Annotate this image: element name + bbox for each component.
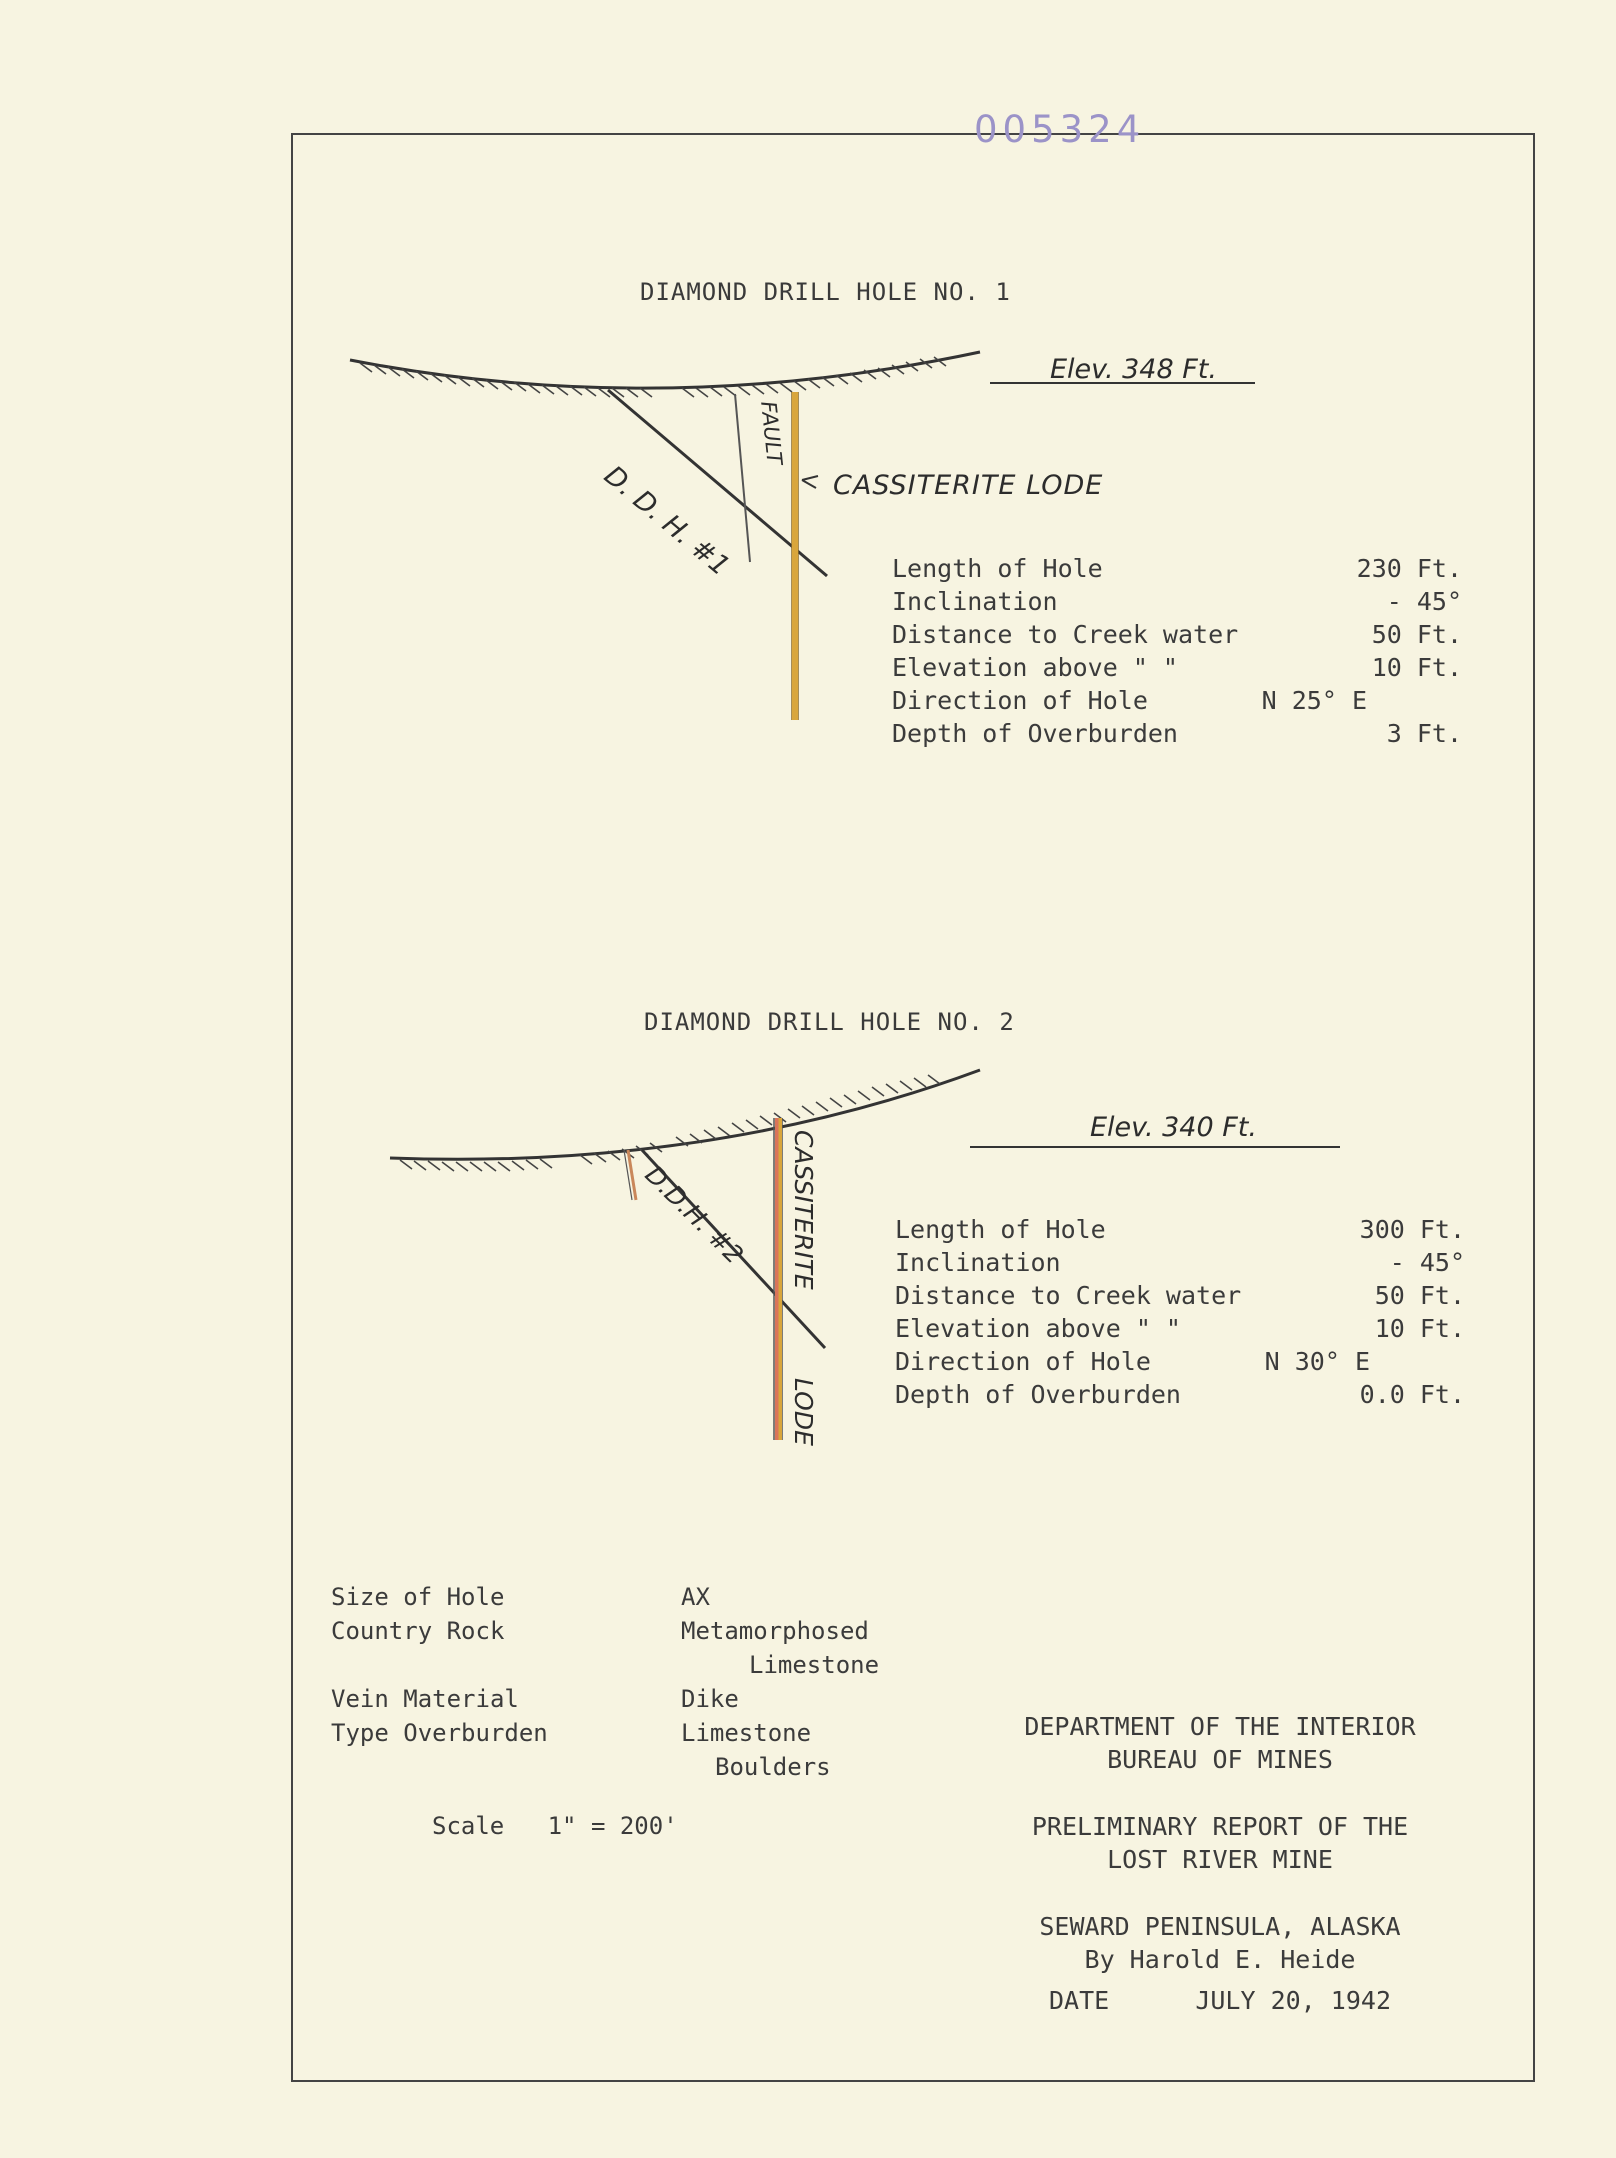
spec-value: N 30° E	[1264, 1347, 1370, 1376]
spec-label: Depth of Overburden	[895, 1380, 1181, 1409]
spec-value: 230 Ft.	[1356, 554, 1462, 583]
fault-line	[735, 394, 750, 562]
spec-value: - 45°	[1389, 1248, 1465, 1277]
spec-row	[892, 618, 1462, 651]
spec-row-country-rock-cont	[331, 1648, 931, 1682]
date-line	[1020, 1984, 1420, 2017]
spec-row	[892, 684, 1462, 717]
spec-row	[892, 651, 1462, 684]
spec-row-country-rock	[331, 1614, 931, 1648]
spec-label: Vein Material	[331, 1685, 519, 1713]
spec-label: Length of Hole	[892, 554, 1103, 583]
spec-value: Limestone	[681, 1719, 812, 1747]
date-label: DATE	[1048, 1986, 1110, 2015]
hole-2-lode-label-cassiterite: CASSITERITE	[789, 1130, 818, 1290]
spec-label: Elevation above " "	[895, 1314, 1181, 1343]
spec-value: 300 Ft.	[1359, 1215, 1465, 1244]
hole-1-specs	[892, 552, 1462, 750]
spec-value: 50 Ft.	[1374, 1281, 1465, 1310]
report-line-2: LOST RIVER MINE	[1107, 1845, 1333, 1874]
spec-label: Inclination	[892, 587, 1058, 616]
spec-row-size	[331, 1580, 931, 1614]
general-specifications	[331, 1580, 931, 1784]
spec-label: Size of Hole	[331, 1583, 505, 1611]
spec-row	[895, 1279, 1465, 1312]
spec-row	[895, 1246, 1465, 1279]
scale-note: Scale 1" = 200'	[432, 1812, 678, 1840]
spec-label: Distance to Creek water	[895, 1281, 1242, 1310]
date-value: JULY 20, 1942	[1195, 1986, 1391, 2015]
cassiterite-lode-vein	[775, 1118, 779, 1440]
spec-label: Distance to Creek water	[892, 620, 1239, 649]
spec-row-overburden	[331, 1716, 931, 1750]
spec-value: 50 Ft.	[1371, 620, 1462, 649]
spec-label: Inclination	[895, 1248, 1061, 1277]
spec-value: 0.0 Ft.	[1359, 1380, 1465, 1409]
location-line: SEWARD PENINSULA, ALASKA	[1039, 1912, 1401, 1941]
department-line: DEPARTMENT OF THE INTERIOR	[1024, 1712, 1416, 1741]
spec-row	[895, 1345, 1465, 1378]
lode-arrow	[802, 476, 818, 488]
spec-label: Direction of Hole	[892, 686, 1148, 715]
spec-label: Depth of Overburden	[892, 719, 1178, 748]
spec-value: Boulders	[715, 1753, 831, 1781]
ground-hatching	[400, 1075, 940, 1171]
spec-label: Elevation above " "	[892, 653, 1178, 682]
spec-row	[895, 1312, 1465, 1345]
ground-surface-line	[350, 352, 980, 388]
spec-row	[895, 1378, 1465, 1411]
hole-1-drill-label: D. D. H. #1	[598, 460, 736, 583]
spec-label: Direction of Hole	[895, 1347, 1151, 1376]
spec-value: 10 Ft.	[1371, 653, 1462, 682]
spec-row	[892, 717, 1462, 750]
spec-value: AX	[681, 1583, 710, 1611]
spec-label: Length of Hole	[895, 1215, 1106, 1244]
hole-2-specs	[895, 1213, 1465, 1411]
document-number-stamp: 005324	[974, 108, 1146, 151]
ground-hatching	[360, 357, 946, 397]
spec-row-vein	[331, 1682, 931, 1716]
hole-1-lode-label: CASSITERITE LODE	[833, 470, 1104, 501]
ground-surface-line	[390, 1070, 980, 1159]
report-line-1: PRELIMINARY REPORT OF THE	[1031, 1812, 1409, 1841]
spec-value: Limestone	[749, 1651, 880, 1679]
hole-1-title: DIAMOND DRILL HOLE NO. 1	[640, 278, 1011, 306]
hole-1-elevation: Elev. 348 Ft.	[1050, 354, 1217, 385]
spec-row-overburden-cont	[331, 1750, 931, 1784]
hole-2-lode-label-lode: LODE	[789, 1378, 818, 1446]
hole-2-title: DIAMOND DRILL HOLE NO. 2	[644, 1008, 1015, 1036]
hole-2-drill-label: D.D.H. #2	[639, 1160, 750, 1270]
spec-value: 3 Ft.	[1386, 719, 1462, 748]
spec-label: Type Overburden	[331, 1719, 548, 1747]
spec-label: Country Rock	[331, 1617, 505, 1645]
spec-value: - 45°	[1386, 587, 1462, 616]
author-line: By Harold E. Heide	[1084, 1945, 1356, 1974]
spec-row	[892, 585, 1462, 618]
bureau-line: BUREAU OF MINES	[1107, 1745, 1333, 1774]
spec-value: Metamorphosed	[681, 1617, 869, 1645]
spec-value: Dike	[681, 1685, 739, 1713]
spec-value: 10 Ft.	[1374, 1314, 1465, 1343]
spec-value: N 25° E	[1261, 686, 1367, 715]
spec-row	[895, 1213, 1465, 1246]
title-block	[1020, 1710, 1420, 2017]
hole-2-elevation: Elev. 340 Ft.	[1090, 1112, 1257, 1143]
cassiterite-lode-vein	[792, 392, 798, 720]
fault-label: FAULT	[756, 400, 787, 466]
spec-row	[892, 552, 1462, 585]
